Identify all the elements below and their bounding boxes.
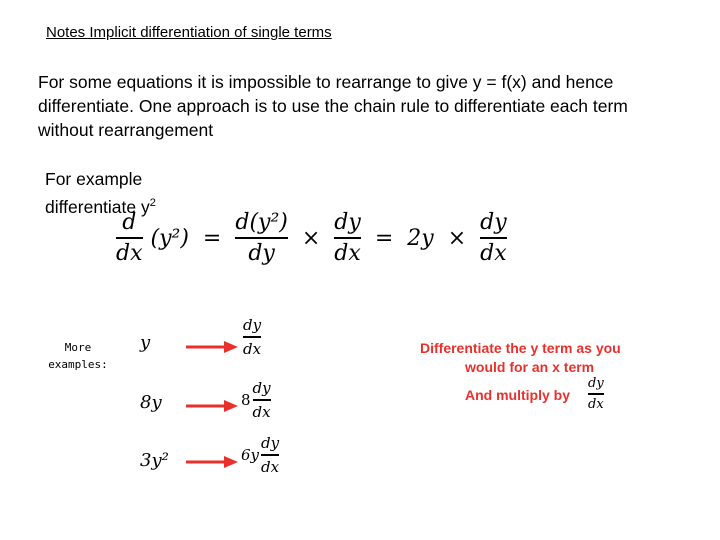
fraction-dy2-dy: [235, 210, 288, 266]
arrow-right-icon: [186, 340, 238, 354]
result-den: dx: [261, 457, 280, 476]
note-fraction: [588, 376, 604, 412]
example-result-2: [241, 379, 271, 421]
result-num: dy: [243, 316, 262, 334]
result-num: dy: [252, 379, 271, 397]
example-input-1: y: [140, 332, 151, 353]
fraction-bar: [253, 399, 271, 401]
more-examples-label: More examples:: [48, 341, 108, 371]
f2-den: dy: [248, 240, 275, 266]
fraction-bar: [588, 393, 604, 395]
page-title: Notes Implicit differentiation of single terms: [46, 24, 332, 41]
result-den: dx: [252, 402, 271, 421]
fraction-dy-dx-1: [334, 210, 361, 266]
f4-num: dy: [480, 210, 507, 236]
fraction-bar: [243, 336, 261, 338]
example-input-3: 3y²: [140, 450, 169, 471]
fraction-bar: [261, 454, 279, 456]
arrow-right-icon: [186, 399, 238, 413]
lhs-den: dx: [116, 240, 143, 266]
f3-num: dy: [334, 210, 361, 236]
result-num: dy: [261, 434, 280, 452]
note-frac-den: dx: [588, 396, 604, 412]
result-coef: 8: [241, 390, 251, 409]
result-coef: 6y: [241, 445, 260, 464]
example-line-1: For example: [45, 169, 143, 189]
fraction-dy-dx-2: [480, 210, 507, 266]
f3-den: dx: [334, 240, 361, 266]
result-fraction: [253, 379, 271, 421]
intro-paragraph: For some equations it is impossible to rearrange to give y = f(x) and hence differentiate. One approach is to use the chain rule to differentiate each term without rearrangement: [38, 72, 628, 140]
arrow-right-icon: [186, 455, 238, 469]
f2-num: d(y²): [235, 210, 288, 236]
example-input-2: 8y: [140, 392, 162, 413]
fraction-bar: [235, 237, 288, 239]
fraction-bar: [116, 237, 143, 239]
times-sign-2: ×: [447, 225, 467, 251]
example-result-3: [241, 434, 279, 476]
note-line-1: Differentiate the y term as you: [420, 340, 621, 356]
example-result-1: [241, 316, 261, 358]
fraction-bar: [480, 237, 507, 239]
result-den: dx: [243, 339, 262, 358]
example-exponent: 2: [149, 197, 156, 209]
note-fraction-inner: [588, 376, 604, 412]
equals-sign-2: =: [374, 225, 394, 251]
lhs-arg: (y²): [150, 225, 189, 251]
result-fraction: [261, 434, 279, 476]
note-line-3: And multiply by: [465, 387, 570, 403]
note-line-2: would for an x term: [465, 359, 595, 375]
lhs-derivative: [116, 210, 143, 266]
result-fraction: [243, 316, 261, 358]
note-frac-num: dy: [588, 376, 604, 391]
times-sign-1: ×: [301, 225, 321, 251]
f4-den: dx: [480, 240, 507, 266]
lhs-num: d: [122, 210, 137, 236]
equals-sign-1: =: [202, 225, 222, 251]
coefficient-2y: 2y: [407, 225, 434, 251]
example-line-2-text: differentiate y: [45, 197, 150, 217]
main-equation: [116, 208, 507, 268]
fraction-bar: [334, 237, 361, 239]
